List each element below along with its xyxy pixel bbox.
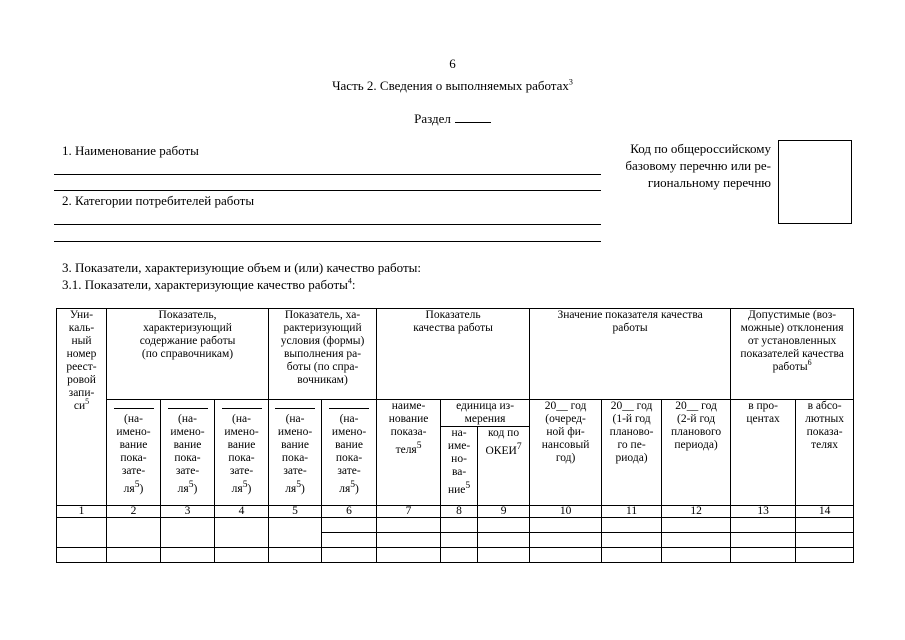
column-number: 14	[796, 506, 854, 518]
code-label	[605, 140, 771, 191]
header-text: 20__ год	[544, 400, 587, 412]
header-text: $ля^5$)	[177, 479, 198, 495]
header-indicator-name-col2	[107, 400, 161, 506]
field-consumers-label: 2. Категории потребителей работы	[62, 193, 255, 208]
footnote-mark: 5	[416, 440, 422, 451]
header-text: качества работы	[413, 322, 493, 334]
work-name-line-1[interactable]	[54, 174, 601, 175]
table-cell[interactable]	[377, 548, 441, 563]
header-conditions-indicator	[269, 309, 377, 400]
header-text: пока-	[281, 452, 309, 464]
header-text: Показатель	[425, 309, 481, 321]
header-text: Показатель,	[158, 309, 217, 321]
header-text: имено-	[331, 426, 367, 438]
header-text: ный	[71, 335, 92, 347]
header-text-part: ние	[447, 483, 466, 496]
header-text: рактеризующий	[283, 322, 362, 334]
column-number: 2	[107, 506, 161, 518]
table-cell[interactable]	[322, 518, 377, 533]
header-text: пока-	[120, 452, 147, 464]
registry-code-box[interactable]	[778, 140, 852, 224]
header-text: планово-	[609, 426, 654, 438]
table-cell[interactable]	[662, 518, 731, 533]
header-text: $ля^5$)	[123, 479, 144, 495]
table-cell[interactable]	[107, 518, 161, 548]
field-work-name-label: 1. Наименование работы	[62, 143, 199, 158]
header-text: (на-	[285, 413, 305, 425]
header-text: Уни-	[69, 309, 94, 321]
table-cell[interactable]	[731, 518, 796, 533]
header-text: код по	[488, 427, 520, 439]
blank-underline	[329, 400, 369, 409]
table-cell[interactable]	[478, 533, 530, 548]
header-text: $ля^5$)	[231, 479, 252, 495]
header-absolute	[796, 400, 854, 506]
blank-underline	[114, 400, 154, 409]
header-text-part: ля	[231, 482, 243, 495]
work-name-line-2[interactable]	[54, 190, 601, 191]
header-text: работы	[612, 322, 648, 334]
table-cell[interactable]	[662, 533, 731, 548]
table-cell[interactable]	[322, 548, 377, 563]
header-text: год)	[555, 452, 576, 464]
header-text	[733, 358, 851, 374]
section31-footnote: 4	[347, 276, 352, 286]
header-text: 20__ год	[610, 400, 653, 412]
column-number: 4	[215, 506, 269, 518]
header-text: но-	[451, 453, 467, 465]
header-text: боты (по спра-	[286, 361, 359, 373]
column-number: 5	[269, 506, 322, 518]
header-quality-indicator	[377, 309, 530, 400]
header-unit-name	[441, 427, 478, 506]
header-text: планового	[670, 426, 722, 438]
table-cell[interactable]	[57, 518, 107, 548]
header-text: вание	[335, 439, 363, 451]
part-title	[0, 78, 905, 94]
header-text: телях	[811, 439, 839, 451]
table-cell[interactable]	[57, 548, 107, 563]
header-text: имено-	[170, 426, 205, 438]
page-number: 6	[449, 56, 456, 71]
table-cell[interactable]	[530, 548, 602, 563]
header-indicator-name-col3	[161, 400, 215, 506]
consumers-line-1[interactable]	[54, 224, 601, 225]
column-number: 1	[57, 506, 107, 518]
header-text	[443, 479, 475, 497]
column-number: 8	[441, 506, 478, 518]
header-text: вание	[119, 439, 148, 451]
header-percent	[731, 400, 796, 506]
header-text: ровой	[67, 374, 96, 386]
header-text: показа-	[806, 426, 843, 438]
code-label-line: гиональному перечню	[647, 175, 771, 190]
header-text: нование	[388, 413, 429, 425]
header-text: (на-	[124, 413, 143, 425]
column-number: 6	[322, 506, 377, 518]
footnote-mark: 6	[807, 358, 812, 368]
table-cell[interactable]	[796, 533, 854, 548]
table-cell[interactable]	[107, 548, 161, 563]
header-text: (по справочникам)	[141, 348, 234, 360]
header-text-part: ля	[339, 482, 351, 495]
column-number: 13	[731, 506, 796, 518]
section-label: Раздел	[414, 111, 451, 126]
header-year-plan2	[662, 400, 731, 506]
table-cell[interactable]	[731, 548, 796, 563]
header-quality-name	[377, 400, 441, 506]
header-text: на-	[451, 427, 467, 439]
footnote-mark: 5	[350, 479, 356, 490]
header-year-current	[530, 400, 602, 506]
header-text: зате-	[175, 465, 200, 477]
header-text: (очеред-	[545, 413, 586, 425]
part-title-footnote: 3	[568, 77, 573, 87]
header-text: ной фи-	[546, 426, 585, 438]
header-text: вание	[227, 439, 256, 451]
header-registry-number	[57, 309, 107, 506]
table-cell[interactable]	[322, 533, 377, 548]
header-text: в про-	[748, 400, 778, 412]
header-text: пока-	[335, 452, 363, 464]
header-text: зате-	[229, 465, 254, 477]
header-text: показа-	[390, 426, 427, 438]
table-cell[interactable]	[662, 548, 731, 563]
header-text: (1-й год	[612, 413, 651, 425]
header-text: мерения	[464, 413, 506, 425]
table-cell[interactable]	[530, 533, 602, 548]
table-cell[interactable]	[796, 518, 854, 533]
header-text: (на-	[339, 413, 359, 425]
header-text: вочникам)	[297, 374, 348, 386]
table-cell[interactable]	[441, 548, 478, 563]
header-text: лютных	[805, 413, 845, 425]
header-text	[480, 440, 527, 458]
footnote-mark: 5	[242, 479, 248, 490]
header-text: наиме-	[391, 400, 426, 412]
blank-underline	[222, 400, 262, 409]
table-cell[interactable]	[602, 518, 662, 533]
header-text: Допустимые (воз-	[748, 309, 837, 321]
header-okei-code	[478, 427, 530, 506]
header-text: риода)	[615, 452, 648, 464]
column-number: 10	[530, 506, 602, 518]
header-content-indicator	[107, 309, 269, 400]
header-text: (на-	[178, 413, 197, 425]
section31-text: 3.1. Показатели, характеризующие качество работы	[62, 277, 348, 292]
section-heading	[0, 110, 905, 127]
footnote-mark: 5	[85, 397, 90, 407]
table-cell[interactable]	[441, 533, 478, 548]
header-text: $ля^5$)	[285, 479, 305, 495]
header-text: выполнения ра-	[284, 348, 362, 360]
footnote-mark: 5	[296, 479, 302, 490]
table-cell[interactable]	[441, 518, 478, 533]
header-text: Показатель, ха-	[284, 309, 361, 321]
header-indicator-name-col6	[322, 400, 377, 506]
header-text: характеризующий	[143, 322, 232, 334]
header-text: единица из-	[456, 400, 515, 412]
header-text: $ля^5$)	[339, 479, 359, 495]
header-text-part: работы	[772, 361, 808, 373]
table-cell[interactable]	[478, 518, 530, 533]
footnote-mark: 5	[465, 480, 471, 491]
header-text: име-	[447, 440, 471, 452]
table-cell[interactable]	[377, 533, 441, 548]
header-text-part: ля	[285, 482, 297, 495]
header-text: зате-	[337, 465, 361, 477]
header-text: показателей качества	[740, 348, 844, 360]
table-cell[interactable]	[602, 533, 662, 548]
header-text: от установленных	[747, 335, 837, 347]
table-cell[interactable]	[796, 548, 854, 563]
header-text: вание	[281, 439, 309, 451]
footnote-mark: 5	[188, 479, 194, 490]
header-text-part: теля	[395, 443, 417, 456]
blank-underline	[168, 400, 208, 409]
table-cell[interactable]	[161, 548, 215, 563]
table-row	[57, 518, 854, 533]
header-indicator-name-col5	[269, 400, 322, 506]
table-cell[interactable]	[530, 518, 602, 533]
header-text: ва-	[451, 466, 467, 478]
header-text: го пе-	[617, 439, 646, 451]
header-text: номер	[66, 348, 97, 360]
header-text-part: ля	[123, 482, 135, 495]
header-year-plan1	[602, 400, 662, 506]
table-cell[interactable]	[731, 533, 796, 548]
column-number: 12	[662, 506, 731, 518]
header-text: вание	[173, 439, 202, 451]
table-cell[interactable]	[269, 548, 322, 563]
header-text: имено-	[224, 426, 259, 438]
table-cell[interactable]	[215, 548, 269, 563]
table-cell[interactable]	[377, 518, 441, 533]
header-text-part: ОКЕИ	[485, 444, 517, 457]
header-allowed-deviation	[731, 309, 854, 400]
header-text: центах	[746, 413, 780, 425]
header-unit	[441, 400, 530, 427]
footnote-mark: 7	[516, 441, 522, 452]
header-text: имено-	[277, 426, 313, 438]
table-cell[interactable]	[161, 518, 215, 548]
part-title-text: Часть 2. Сведения о выполняемых работах	[332, 78, 569, 93]
header-text: содержание работы	[139, 335, 236, 347]
column-number: 3	[161, 506, 215, 518]
header-text: имено-	[116, 426, 151, 438]
section3-heading: 3. Показатели, характеризующие объем и (или) качество работы:	[62, 260, 421, 275]
table-cell[interactable]	[478, 548, 530, 563]
header-text: Значение показателя качества	[557, 309, 703, 321]
footnote-mark: 5	[134, 479, 140, 490]
header-indicator-name-col4	[215, 400, 269, 506]
header-text: зате-	[121, 465, 146, 477]
code-label-line: Код по общероссийскому	[630, 141, 771, 156]
quality-indicators-table	[56, 308, 854, 563]
header-text: пока-	[228, 452, 255, 464]
header-text-part: ля	[177, 482, 189, 495]
header-text: зате-	[283, 465, 307, 477]
header-text: нансовый	[541, 439, 590, 451]
header-text-part: си	[73, 400, 86, 412]
header-text	[379, 439, 438, 457]
header-text: (на-	[232, 413, 251, 425]
code-label-line: базовому перечню или ре-	[625, 158, 771, 173]
blank-underline	[275, 400, 315, 409]
table-row	[57, 548, 854, 563]
column-number: 11	[602, 506, 662, 518]
header-text: можные) отклонения	[740, 322, 844, 334]
header-text: 20__ год	[675, 400, 717, 412]
table-cell[interactable]	[602, 548, 662, 563]
header-text: пока-	[174, 452, 201, 464]
column-number: 7	[377, 506, 441, 518]
column-number-row	[57, 506, 854, 518]
header-text: запи-	[68, 387, 95, 399]
header-text: периода)	[674, 439, 718, 451]
header-quality-value	[530, 309, 731, 400]
table-cell[interactable]	[269, 518, 322, 548]
section31-heading: 3.1. Показатели, характеризующие качество работы$^4$:	[62, 276, 356, 292]
header-text: в абсо-	[807, 400, 842, 412]
table-cell[interactable]	[215, 518, 269, 548]
header-text: (2-й год	[677, 413, 716, 425]
consumers-line-2[interactable]	[54, 241, 601, 242]
header-text	[59, 397, 104, 413]
section-number-blank[interactable]	[455, 110, 491, 123]
column-number: 9	[478, 506, 530, 518]
header-text: условия (формы)	[280, 335, 365, 347]
header-text: каль-	[68, 322, 95, 334]
header-text: реест-	[66, 361, 97, 373]
